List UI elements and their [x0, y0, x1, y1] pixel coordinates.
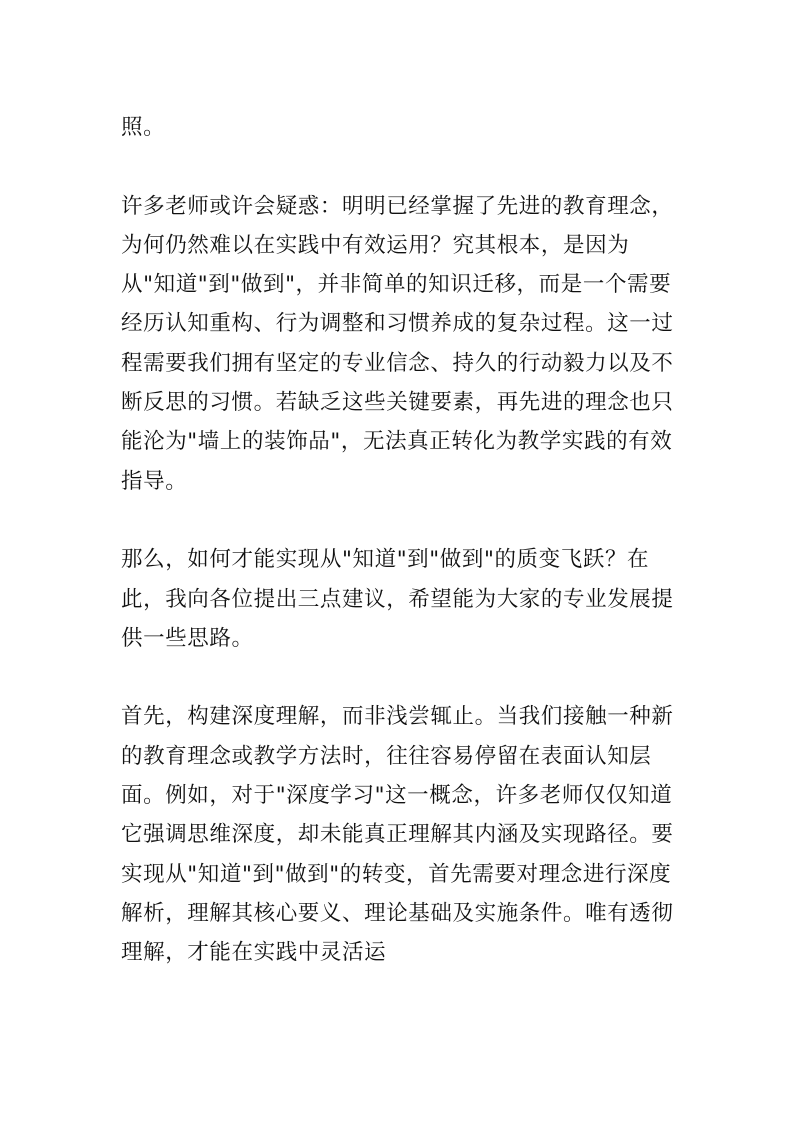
paragraph-continuation: 照。 — [121, 115, 166, 140]
document-body — [121, 108, 681, 973]
paragraph-teacher-doubts: 许多老师或许会疑惑：明明已经掌握了先进的教育理念，为何仍然难以在实践中有效运用？究其根本，是因为从"知道"到"做到"，并非简单的知识迁移，而是一个需要经历认知重构、行为调整和习惯养成的复杂过程。这一过程需要我们拥有坚定的专业信念、持久的行动毅力以及不断反思的习惯。若缺乏这些关键要素，再先进的理念也只能沦为"墙上的装饰品"，无法真正转化为教学实践的有效指导。 — [121, 193, 674, 494]
paragraph-how-to-achieve: 那么，如何才能实现从"知道"到"做到"的质变飞跃？在此，我向各位提出三点建议，希望能为大家的专业发展提供一些思路。 — [121, 547, 674, 651]
paragraph-gap — [121, 501, 681, 540]
paragraph-gap — [121, 147, 681, 186]
paragraph-gap — [121, 658, 681, 697]
paragraph-first-suggestion: 首先，构建深度理解，而非浅尝辄止。当我们接触一种新的教育理念或教学方法时，往往容易停留在表面认知层面。例如，对于"深度学习"这一概念，许多老师仅仅知道它强调思维深度，却未能真正理解其内涵及实现路径。要实现从"知道"到"做到"的转变，首先需要对理念进行深度解析，理解其核心要义、理论基础及实施条件。唯有透彻理解，才能在实践中灵活运 — [121, 704, 674, 966]
